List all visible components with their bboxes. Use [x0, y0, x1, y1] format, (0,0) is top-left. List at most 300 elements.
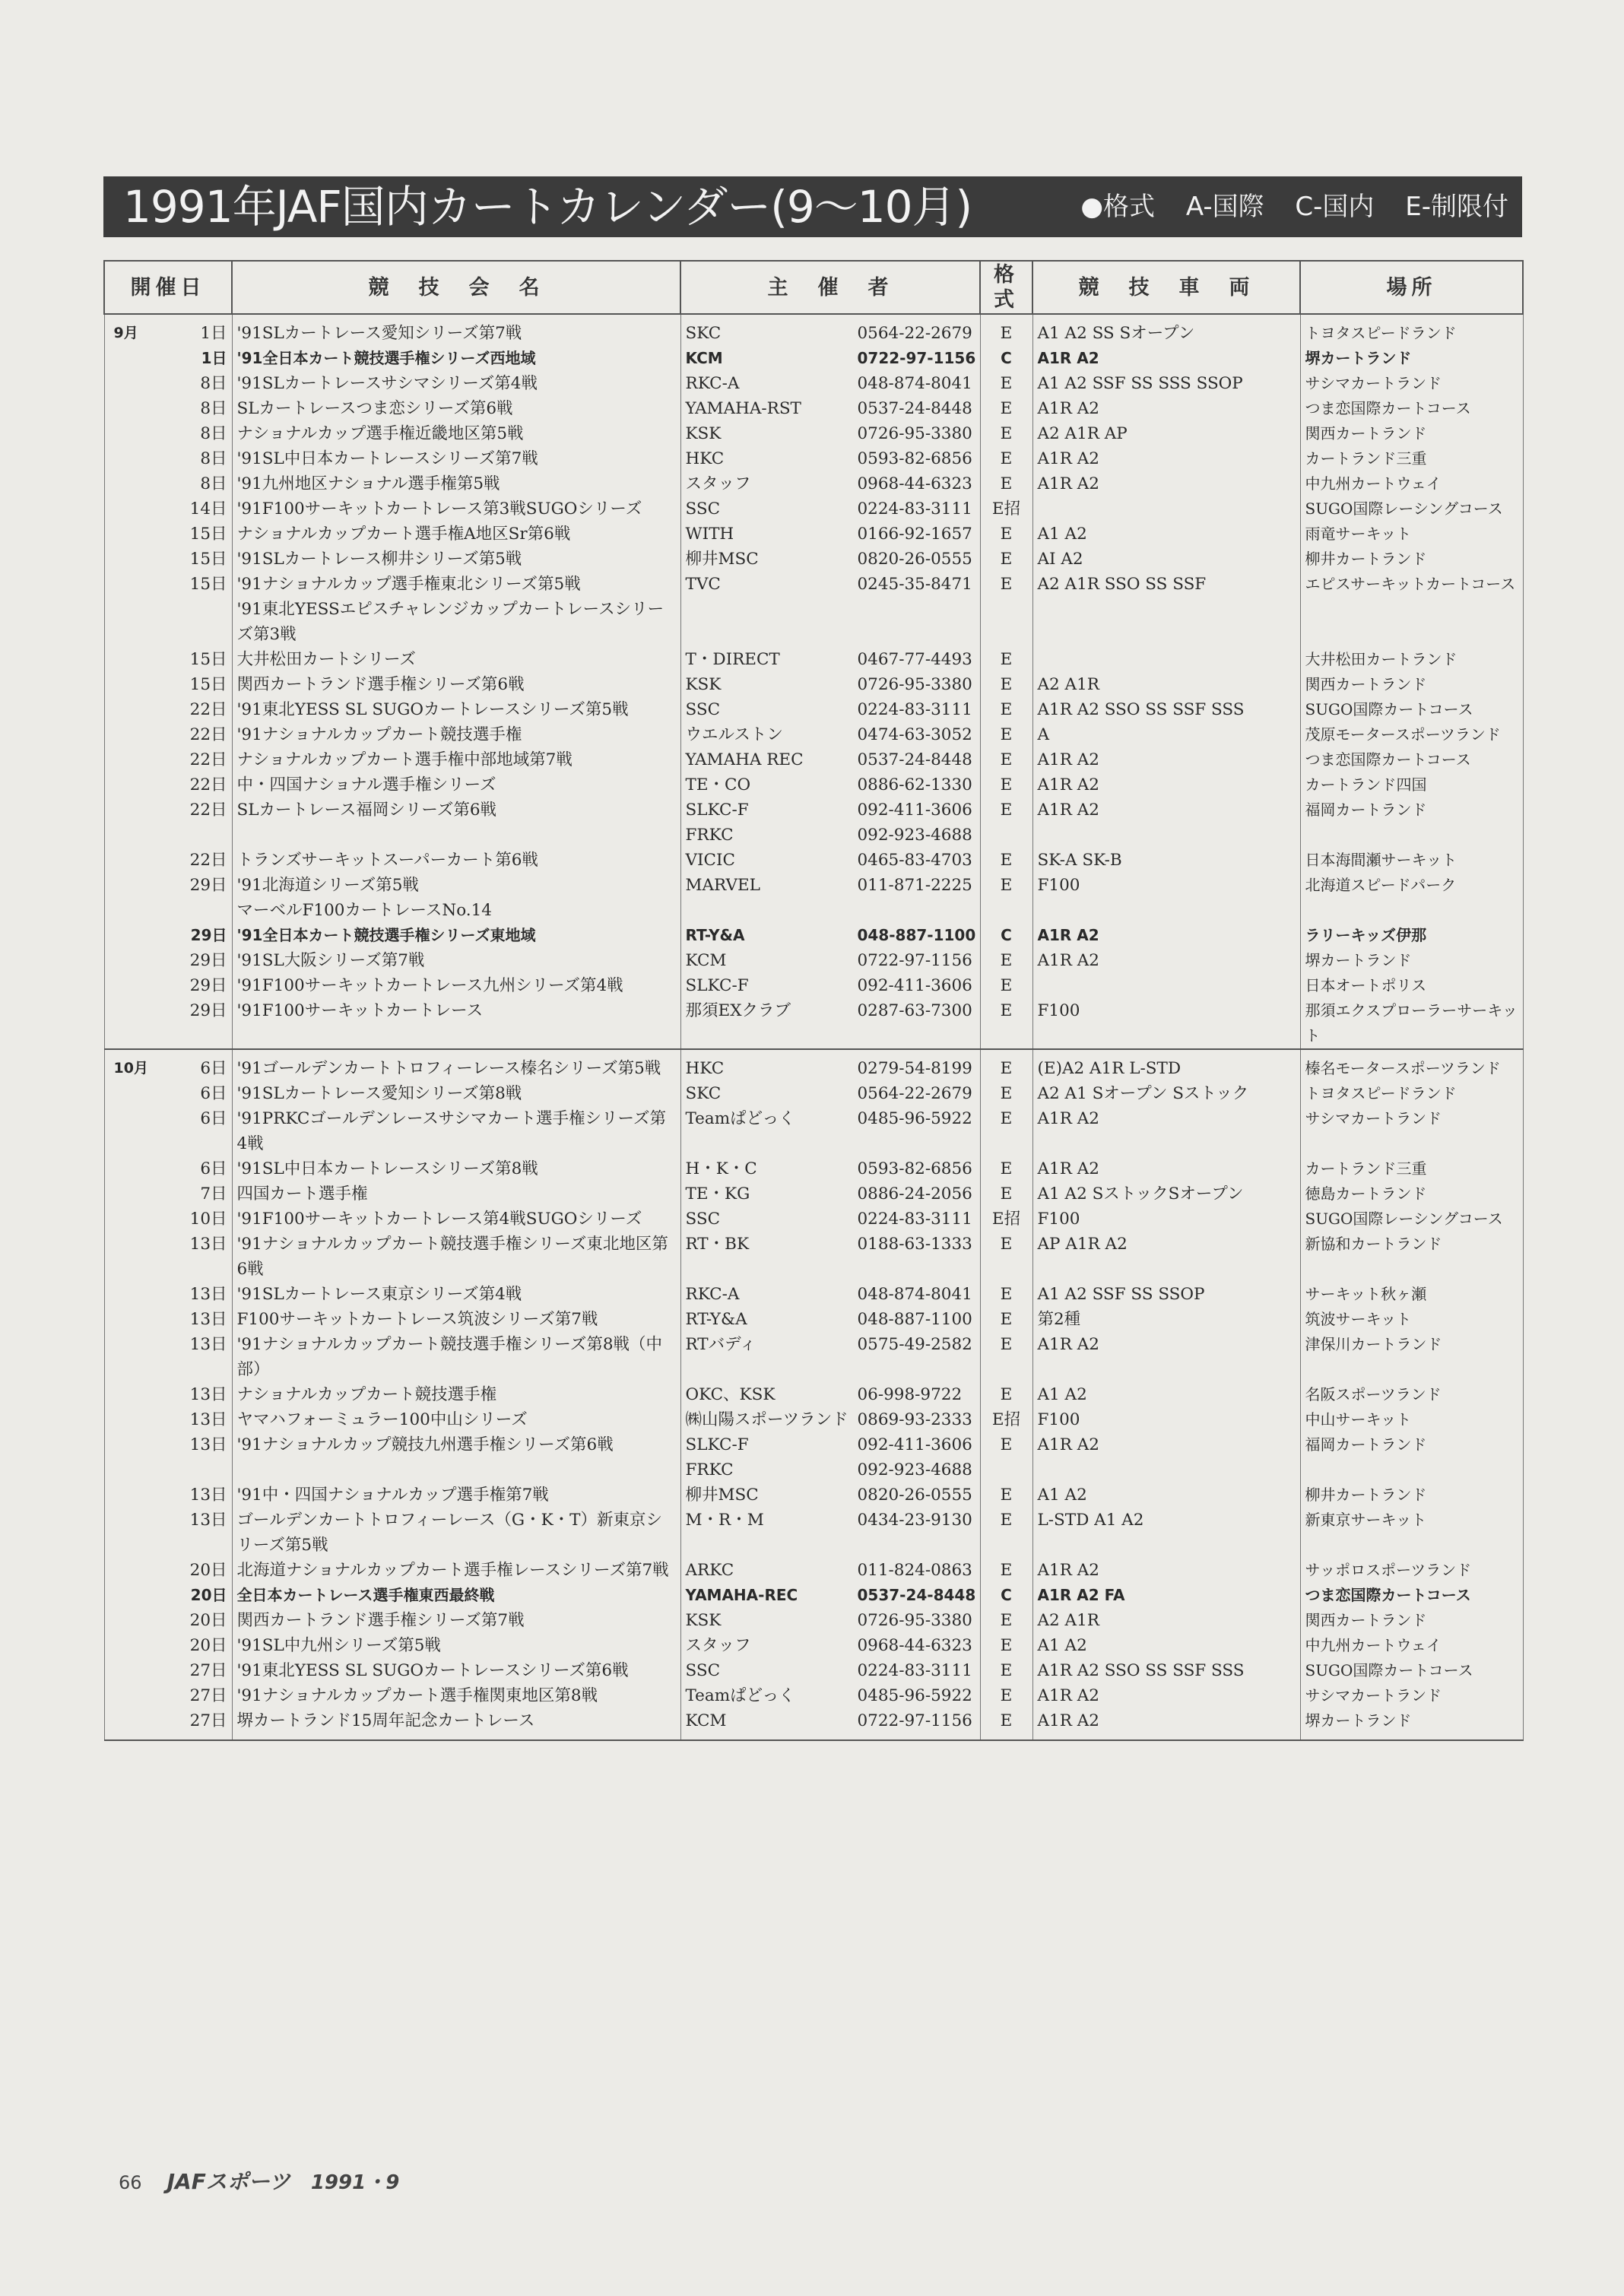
vehicle-classes: A1R A2: [1032, 1106, 1300, 1156]
day-label: 20日: [190, 1586, 227, 1604]
event-date: [104, 1432, 232, 1483]
table-row: [104, 1708, 1523, 1740]
venue: 堺カートランド: [1300, 948, 1523, 973]
organizer-phone: 048-887-1100: [857, 926, 976, 944]
organizer-name: スタッフ: [685, 1636, 751, 1655]
event-format: E: [980, 1658, 1032, 1683]
table-row: [104, 522, 1523, 547]
header-organizer: 主 催 者: [680, 261, 980, 314]
venue: 中九州カートウェイ: [1300, 1633, 1523, 1658]
table-row: [104, 496, 1523, 522]
organizer-phone: 0224-83-3111: [857, 1210, 972, 1229]
table-body: [104, 314, 1523, 1740]
venue: 新協和カートランド: [1300, 1232, 1523, 1282]
vehicle-classes: A1R A2: [1032, 1156, 1300, 1181]
venue: つま恋国際カートコース: [1300, 396, 1523, 421]
event-format: E招: [980, 1407, 1032, 1432]
vehicle-classes: A1R A2: [1032, 747, 1300, 772]
event-date: [104, 1156, 232, 1181]
organizer-name: RT-Y&A: [685, 1310, 747, 1329]
header-date: 開催日: [104, 261, 232, 314]
event-date: [104, 522, 232, 547]
table-row: [104, 672, 1523, 697]
event-name: ヤマハフォーミュラー100中山シリーズ: [232, 1407, 680, 1432]
table-row: [104, 1658, 1523, 1683]
table-row: [104, 772, 1523, 798]
organizer-name: RT・BK: [685, 1235, 750, 1254]
event-name: '91SLカートレース柳井シリーズ第5戦: [232, 547, 680, 572]
day-label: 15日: [189, 575, 227, 594]
organizer: [680, 1049, 980, 1081]
venue: 中山サーキット: [1300, 1407, 1523, 1432]
event-name: '91SLカートレースサシマシリーズ第4戦: [232, 371, 680, 396]
organizer-name: スタッフ: [685, 474, 751, 493]
organizer: [680, 998, 980, 1049]
event-name: 中・四国ナショナル選手権シリーズ: [232, 772, 680, 798]
venue: ラリーキッズ伊那: [1300, 923, 1523, 948]
venue: トヨタスピードランド: [1300, 314, 1523, 346]
event-date: [104, 1181, 232, 1207]
venue: 那須エクスプローラーサーキット: [1300, 998, 1523, 1049]
event-format: E: [980, 1049, 1032, 1081]
event-date: [104, 471, 232, 496]
organizer-name: ARKC: [685, 1561, 734, 1580]
day-label: 8日: [200, 424, 227, 443]
event-name: '91全日本カート競技選手権シリーズ西地域: [232, 346, 680, 371]
organizer-phone: 011-824-0863: [857, 1561, 972, 1580]
event-date: [104, 998, 232, 1049]
event-date: [104, 496, 232, 522]
table-row: [104, 1049, 1523, 1081]
event-format: E: [980, 396, 1032, 421]
organizer-name: VICIC: [685, 851, 735, 870]
organizer-phone: 048-874-8041: [857, 1285, 972, 1304]
organizer-phone: 0474-63-3052: [857, 725, 972, 744]
event-date: [104, 973, 232, 998]
organizer-name: 柳井MSC: [685, 550, 759, 569]
event-date: [104, 948, 232, 973]
vehicle-classes: A1 A2 SストックSオープン: [1032, 1181, 1300, 1207]
organizer-name: Teamぱどっく: [685, 1686, 795, 1705]
vehicle-classes: A: [1032, 722, 1300, 747]
organizer-name: RTバディ: [685, 1335, 756, 1354]
event-date: [104, 1382, 232, 1407]
page-number: 66: [119, 2172, 142, 2193]
event-format: E: [980, 672, 1032, 697]
organizer-phone: 0722-97-1156: [857, 349, 976, 367]
venue: 名阪スポーツランド: [1300, 1382, 1523, 1407]
organizer-phone: 0886-62-1330: [857, 775, 972, 794]
venue: つま恋国際カートコース: [1300, 747, 1523, 772]
vehicle-classes: A1R A2: [1032, 1558, 1300, 1583]
vehicle-classes: A1R A2: [1032, 1332, 1300, 1382]
vehicle-classes: A1R A2: [1032, 923, 1300, 948]
venue: 関西カートランド: [1300, 421, 1523, 446]
event-name: '91中・四国ナショナルカップ選手権第7戦: [232, 1483, 680, 1508]
table-row: [104, 1608, 1523, 1633]
event-date: [104, 1633, 232, 1658]
table-row: [104, 396, 1523, 421]
day-label: 13日: [189, 1410, 227, 1429]
magazine-name: JAFスポーツ: [167, 2169, 290, 2194]
event-date: [104, 572, 232, 647]
organizer-phone: 092-411-3606: [857, 976, 972, 995]
event-name: '91F100サーキットカートレース第3戦SUGOシリーズ: [232, 496, 680, 522]
organizer-name: KSK: [685, 675, 722, 694]
organizer-name: 柳井MSC: [685, 1486, 759, 1505]
day-label: 15日: [189, 675, 227, 694]
event-name: '91九州地区ナショナル選手権第5戦: [232, 471, 680, 496]
table-row: [104, 572, 1523, 647]
day-label: 13日: [189, 1335, 227, 1354]
table-row: [104, 873, 1523, 923]
organizer-phone: 0279-54-8199: [857, 1059, 972, 1078]
organizer-name: TE・CO: [685, 775, 751, 794]
organizer-phone: 0968-44-6323: [857, 1636, 972, 1655]
day-label: 8日: [200, 374, 227, 393]
page-title: 1991年JAF国内カートカレンダー(9〜10月): [123, 181, 972, 233]
day-label: 29日: [189, 951, 227, 970]
organizer-phone: 048-887-1100: [857, 1310, 972, 1329]
table-header-row: [104, 261, 1523, 314]
vehicle-classes: A1 A2: [1032, 1382, 1300, 1407]
organizer: [680, 722, 980, 747]
event-name: ナショナルカップ選手権近畿地区第5戦: [232, 421, 680, 446]
table-row: [104, 446, 1523, 471]
table-row: [104, 346, 1523, 371]
day-label: 27日: [189, 1661, 227, 1680]
event-format: E: [980, 446, 1032, 471]
organizer-phone: 0224-83-3111: [857, 1661, 972, 1680]
event-date: [104, 722, 232, 747]
event-format: E: [980, 747, 1032, 772]
day-label: 29日: [189, 976, 227, 995]
table-row: [104, 314, 1523, 346]
table-row: [104, 421, 1523, 446]
event-date: [104, 697, 232, 722]
day-label: 13日: [189, 1235, 227, 1254]
venue: サシマカートランド: [1300, 371, 1523, 396]
header-format: 格式: [980, 261, 1032, 314]
day-label: 6日: [200, 1159, 227, 1178]
venue: 徳島カートランド: [1300, 1181, 1523, 1207]
venue: エピスサーキットカートコース: [1300, 572, 1523, 647]
table-row: [104, 998, 1523, 1049]
venue: 福岡カートランド: [1300, 1432, 1523, 1483]
venue: 日本オートポリス: [1300, 973, 1523, 998]
event-format: E: [980, 1106, 1032, 1156]
venue: 大井松田カートランド: [1300, 647, 1523, 672]
organizer-phone: 0726-95-3380: [857, 1611, 972, 1630]
event-format: E: [980, 873, 1032, 923]
event-name: SLカートレース福岡シリーズ第6戦: [232, 798, 680, 848]
event-name: ゴールデンカートトロフィーレース（G・K・T）新東京シリーズ第5戦: [232, 1508, 680, 1558]
event-date: [104, 798, 232, 848]
organizer-name: ウエルストン: [685, 725, 783, 744]
event-format: E: [980, 1232, 1032, 1282]
organizer-phone: 0434-23-9130: [857, 1511, 972, 1530]
event-format: E: [980, 647, 1032, 672]
event-format: E: [980, 1332, 1032, 1382]
event-format: E: [980, 572, 1032, 647]
event-date: [104, 1583, 232, 1608]
day-label: 13日: [189, 1511, 227, 1530]
table-row: [104, 1181, 1523, 1207]
organizer: [680, 1708, 980, 1740]
event-name: ナショナルカップカート選手権A地区Sr第6戦: [232, 522, 680, 547]
event-name: トランズサーキットスーパーカート第6戦: [232, 848, 680, 873]
event-date: [104, 547, 232, 572]
vehicle-classes: F100: [1032, 1207, 1300, 1232]
event-format: E: [980, 848, 1032, 873]
organizer-name: T・DIRECT: [685, 650, 780, 669]
organizer-phone: 0820-26-0555: [857, 550, 972, 569]
event-format: E: [980, 772, 1032, 798]
organizer-phone: 0886-24-2056: [857, 1184, 972, 1203]
organizer-phone: 0287-63-7300: [857, 1001, 972, 1020]
event-format: E招: [980, 1207, 1032, 1232]
organizer: [680, 1307, 980, 1332]
venue: カートランド四国: [1300, 772, 1523, 798]
day-label: 22日: [189, 700, 227, 719]
vehicle-classes: F100: [1032, 998, 1300, 1049]
title-bar: [103, 176, 1522, 237]
table-row: [104, 1683, 1523, 1708]
venue: 関西カートランド: [1300, 1608, 1523, 1633]
organizer-name: TE・KG: [685, 1184, 750, 1203]
day-label: 22日: [189, 750, 227, 769]
venue: サーキット秋ヶ瀬: [1300, 1282, 1523, 1307]
day-label: 29日: [190, 926, 227, 944]
organizer-phone: 0564-22-2679: [857, 324, 972, 343]
organizer-phone: 0224-83-3111: [857, 499, 972, 519]
day-label: 13日: [189, 1486, 227, 1505]
organizer-phone: 011-871-2225: [857, 876, 972, 895]
vehicle-classes: A1 A2 SSF SS SSS SSOP: [1032, 371, 1300, 396]
organizer-phone: 0465-83-4703: [857, 851, 972, 870]
table-row: [104, 697, 1523, 722]
day-label: 8日: [200, 449, 227, 468]
event-format: E: [980, 314, 1032, 346]
organizer-name: SLKC-F FRKC: [685, 801, 749, 845]
day-label: 15日: [189, 525, 227, 544]
event-format: E: [980, 1558, 1032, 1583]
event-name: '91全日本カート競技選手権シリーズ東地域: [232, 923, 680, 948]
organizer: [680, 1633, 980, 1658]
event-date: [104, 772, 232, 798]
venue: SUGO国際カートコース: [1300, 697, 1523, 722]
vehicle-classes: A1 A2: [1032, 522, 1300, 547]
organizer: [680, 496, 980, 522]
table-row: [104, 848, 1523, 873]
vehicle-classes: SK-A SK-B: [1032, 848, 1300, 873]
organizer-phone: 0224-83-3111: [857, 700, 972, 719]
organizer: [680, 1181, 980, 1207]
page-footer: [119, 2165, 399, 2196]
organizer-name: RKC-A: [685, 1285, 740, 1304]
vehicle-classes: (E)A2 A1R L-STD: [1032, 1049, 1300, 1081]
event-name: 全日本カートレース選手権東西最終戦: [232, 1583, 680, 1608]
table-row: [104, 948, 1523, 973]
organizer: [680, 396, 980, 421]
event-date: [104, 1658, 232, 1683]
event-date: [104, 848, 232, 873]
organizer: [680, 421, 980, 446]
day-label: 22日: [189, 801, 227, 820]
event-date: [104, 1282, 232, 1307]
table-row: [104, 1156, 1523, 1181]
venue: 堺カートランド: [1300, 346, 1523, 371]
event-name: '91PRKCゴールデンレースサシマカート選手権シリーズ第4戦: [232, 1106, 680, 1156]
organizer-name: M・R・M: [685, 1511, 764, 1530]
vehicle-classes: F100: [1032, 1407, 1300, 1432]
organizer-phone: 048-874-8041: [857, 374, 972, 393]
venue: 福岡カートランド: [1300, 798, 1523, 848]
event-name: '91ナショナルカップカート競技選手権シリーズ第8戦（中部）: [232, 1332, 680, 1382]
event-name: '91ナショナルカップカート競技選手権: [232, 722, 680, 747]
organizer-phone: 0968-44-6323: [857, 474, 972, 493]
event-format: E: [980, 1483, 1032, 1508]
event-format: E: [980, 1282, 1032, 1307]
vehicle-classes: A1 A2 SSF SS SSOP: [1032, 1282, 1300, 1307]
organizer: [680, 772, 980, 798]
venue: 筑波サーキット: [1300, 1307, 1523, 1332]
vehicle-classes: AP A1R A2: [1032, 1232, 1300, 1282]
table-row: [104, 1207, 1523, 1232]
organizer: [680, 446, 980, 471]
organizer: [680, 346, 980, 371]
organizer: [680, 547, 980, 572]
organizer: [680, 1558, 980, 1583]
event-format: E: [980, 1633, 1032, 1658]
venue: SUGO国際レーシングコース: [1300, 1207, 1523, 1232]
venue: カートランド三重: [1300, 1156, 1523, 1181]
organizer-name: HKC: [685, 1059, 725, 1078]
event-name: '91ナショナルカップ選手権東北シリーズ第5戦 '91東北YESSエピスチャレンジカップカートレースシリーズ第3戦: [232, 572, 680, 647]
day-label: 20日: [189, 1561, 227, 1580]
organizer-phone: 0166-92-1657: [857, 525, 972, 544]
organizer-name: YAMAHA-RST: [685, 399, 801, 418]
table-row: [104, 1508, 1523, 1558]
day-label: 13日: [189, 1310, 227, 1329]
organizer: [680, 923, 980, 948]
event-format: E: [980, 421, 1032, 446]
day-label: 6日: [200, 1084, 227, 1103]
organizer-name: SSC: [685, 1661, 721, 1680]
organizer: [680, 471, 980, 496]
venue: サッポロスポーツランド: [1300, 1558, 1523, 1583]
organizer: [680, 1081, 980, 1106]
vehicle-classes: A2 A1R: [1032, 672, 1300, 697]
event-name: 大井松田カートシリーズ: [232, 647, 680, 672]
day-label: 7日: [200, 1184, 227, 1203]
venue: カートランド三重: [1300, 446, 1523, 471]
vehicle-classes: A1R A2 SSO SS SSF SSS: [1032, 1658, 1300, 1683]
event-format: E: [980, 722, 1032, 747]
event-format: C: [980, 923, 1032, 948]
organizer-name: YAMAHA REC: [685, 750, 804, 769]
organizer-name: RT-Y&A: [685, 926, 745, 944]
organizer: [680, 522, 980, 547]
venue: つま恋国際カートコース: [1300, 1583, 1523, 1608]
event-format: E: [980, 697, 1032, 722]
organizer-phone: 0722-97-1156: [857, 951, 972, 970]
organizer-name: KSK: [685, 424, 722, 443]
event-name: 北海道ナショナルカップカート選手権レースシリーズ第7戦: [232, 1558, 680, 1583]
organizer-name: SLKC-F: [685, 976, 749, 995]
venue: サシマカートランド: [1300, 1683, 1523, 1708]
month-label: 9月: [113, 325, 138, 341]
organizer-phone: 06-998-9722: [857, 1385, 963, 1404]
event-name: '91東北YESS SL SUGOカートレースシリーズ第5戦: [232, 697, 680, 722]
header-venue: 場所: [1300, 261, 1523, 314]
organizer: [680, 948, 980, 973]
day-label: 22日: [189, 775, 227, 794]
event-name: 関西カートランド選手権シリーズ第6戦: [232, 672, 680, 697]
organizer: [680, 1156, 980, 1181]
event-format: E: [980, 522, 1032, 547]
event-date: [104, 421, 232, 446]
day-label: 20日: [189, 1611, 227, 1630]
event-name: 堺カートランド15周年記念カートレース: [232, 1708, 680, 1740]
vehicle-classes: [1032, 647, 1300, 672]
organizer-phone: 0485-96-5922: [857, 1686, 972, 1705]
month-label: 10月: [113, 1060, 148, 1077]
organizer-name: OKC、KSK: [685, 1385, 776, 1404]
organizer-phone: 0245-35-8471: [857, 575, 972, 594]
event-format: E: [980, 371, 1032, 396]
event-format: E: [980, 1156, 1032, 1181]
event-name: ナショナルカップカート競技選手権: [232, 1382, 680, 1407]
day-label: 20日: [189, 1636, 227, 1655]
vehicle-classes: A1R A2: [1032, 446, 1300, 471]
event-date: [104, 747, 232, 772]
vehicle-classes: A1R A2: [1032, 1432, 1300, 1483]
vehicle-classes: A1R A2: [1032, 1708, 1300, 1740]
event-format: E: [980, 1432, 1032, 1483]
vehicle-classes: A1R A2: [1032, 396, 1300, 421]
event-name: '91F100サーキットカートレース第4戦SUGOシリーズ: [232, 1207, 680, 1232]
organizer-phone: 0726-95-3380: [857, 424, 972, 443]
venue: 日本海間瀬サーキット: [1300, 848, 1523, 873]
organizer: [680, 1407, 980, 1432]
organizer-name: WITH: [685, 525, 734, 544]
organizer: [680, 1483, 980, 1508]
organizer-phone: 092-411-3606 092-923-4688: [857, 801, 972, 845]
vehicle-classes: A2 A1R SSO SS SSF: [1032, 572, 1300, 647]
day-label: 6日: [200, 1059, 227, 1078]
table-row: [104, 747, 1523, 772]
table-row: [104, 798, 1523, 848]
event-format: E: [980, 948, 1032, 973]
day-label: 22日: [189, 851, 227, 870]
organizer: [680, 572, 980, 647]
event-format: E: [980, 471, 1032, 496]
event-name: '91SLカートレース愛知シリーズ第7戦: [232, 314, 680, 346]
event-date: [104, 396, 232, 421]
day-label: 22日: [189, 725, 227, 744]
event-date: [104, 1307, 232, 1332]
event-format: E: [980, 1508, 1032, 1558]
organizer-phone: 0820-26-0555: [857, 1486, 972, 1505]
vehicle-classes: A1R A2: [1032, 346, 1300, 371]
day-label: 27日: [189, 1711, 227, 1730]
event-name: '91SL中日本カートレースシリーズ第8戦: [232, 1156, 680, 1181]
venue: 北海道スピードパーク: [1300, 873, 1523, 923]
event-name: '91東北YESS SL SUGOカートレースシリーズ第6戦: [232, 1658, 680, 1683]
organizer: [680, 1508, 980, 1558]
table-row: [104, 1081, 1523, 1106]
